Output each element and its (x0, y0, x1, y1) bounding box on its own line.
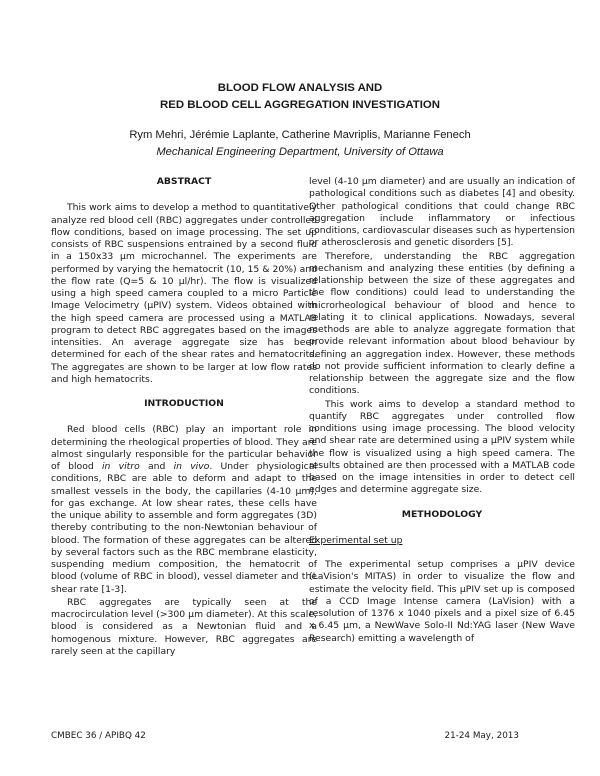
paper-title (0, 80, 600, 114)
title-line-2: RED BLOOD CELL AGGREGATION INVESTIGATION (160, 99, 440, 111)
intro-p1-italic-2: in vivo (173, 461, 210, 472)
abstract-paragraph: This work aims to develop a method to quantitatively analyze red blood cell (RBC) aggregates under controlled flow conditions, based on image processing. The set up consists of RBC suspensions entrained by a second fluid in a 150x33 µm microchannel. The experiments are performed by varying the hematocrit (10, 15 & 20%) and the flow rate (Q=5 & 10 µl/hr). The flow is visualized using a high speed camera coupled to a micro Particle Image Velocimetry (µPIV) system. Videos obtained with the high speed camera are processed using a MATLAB program to detect RBC aggregates based on the images intensities. An average aggregate size has been determined for each of the shear rates and hematocrits. The aggregates are shown to be larger at low flow rates and high hematocrits. (51, 202, 317, 385)
methodology-heading: METHODOLOGY (401, 508, 483, 520)
right-column (309, 176, 575, 645)
experimental-setup-subheading: Experimental set up (309, 534, 403, 546)
intro-p1-text-a: Red blood cells (RBC) play an important role in determining the rheological properties of blood. They are almost singularly responsible for the particular behavior of blood (51, 424, 317, 472)
affiliation: Mechanical Engineering Department, University of Ottawa (156, 146, 444, 158)
intro-p1-text-c: . Under physiological conditions, RBC are able to deform and adapt to the smallest vessels in the body, the capillaries (4-10 µm), for gas exchange. At low shear rates, these cells have the unique ability to assemble and form aggregates (3D) thereby contributing to the non-Newtonian behaviour of blood. The formation of these aggregates can be altered by several factors such as the RBC membrane elasticity, suspending medium composition, the hematocrit of blood (volume of RBC in blood), vessel diameter and the shear rate [1-3]. (51, 461, 317, 595)
title-line-1: BLOOD FLOW ANALYSIS AND (217, 82, 383, 94)
introduction-heading: INTRODUCTION (144, 398, 224, 409)
author-list: Rym Mehri, Jérémie Laplante, Catherine Mavriplis, Marianne Fenech (129, 129, 471, 141)
right-paragraph-0: level (4-10 µm diameter) and are usually an indication of pathological conditions such as diabetes [4] and obesity. Other pathological conditions that could change RBC aggregation include inflammatory or infectious conditions, cardiovascular diseases such as hypertension or atherosclerosis and genetic disorders [5]. (309, 176, 575, 249)
intro-p1-italic-1: in vitro (101, 461, 140, 472)
abstract-heading: ABSTRACT (156, 176, 212, 187)
footer-conference: CMBEC 36 / APIBQ 42 (51, 731, 146, 741)
intro-p1-text-b: and (139, 461, 174, 472)
footer-date: 21-24 May, 2013 (444, 731, 519, 741)
author-block (0, 127, 600, 161)
intro-paragraph-1 (51, 424, 317, 596)
intro-paragraph-2: RBC aggregates are typically seen at the macrocirculation level (>300 µm diameter). At this scale, blood is considered as a Newtonian fluid and a homogenous mixture. However, RBC aggregates are rarely seen at the capillary (51, 596, 317, 657)
right-paragraph-1: Therefore, understanding the RBC aggregation mechanism and analyzing these entities (by defining a relationship between the size of these aggregates and the flow conditions) could lead to understanding the microrheological behaviour of blood and hence to relating it to clinical applications. Nowadays, several methods are able to analyze aggregate formation that provide relevant information about blood behaviour by defining an aggregation index. However, these methods do not provide sufficient information to clearly define a relationship between the aggregate size and the flow conditions. (309, 250, 575, 397)
left-column (51, 176, 317, 658)
right-paragraph-3: The experimental setup comprises a µPIV device (LaVision's MITAS) in order to visualize the flow and estimate the velocity field. This µPIV set up is composed of a CCD Image Intense camera (LaVision) with a resolution of 1376 x 1040 pixels and a pixel size of 6.45 x 6.45 µm, a NewWave Solo-II Nd:YAG laser (New Wave Research) emitting a wavelength of (309, 559, 575, 644)
right-paragraph-2: This work aims to develop a standard method to quantify RBC aggregates under controlled flow conditions using image processing. The blood velocity and shear rate are determined using a µPIV system while the flow is visualized using a high speed camera. The results obtained are then processed with a MATLAB code based on the image intensities in order to detect cell edges and determine aggregate size. (309, 398, 575, 496)
